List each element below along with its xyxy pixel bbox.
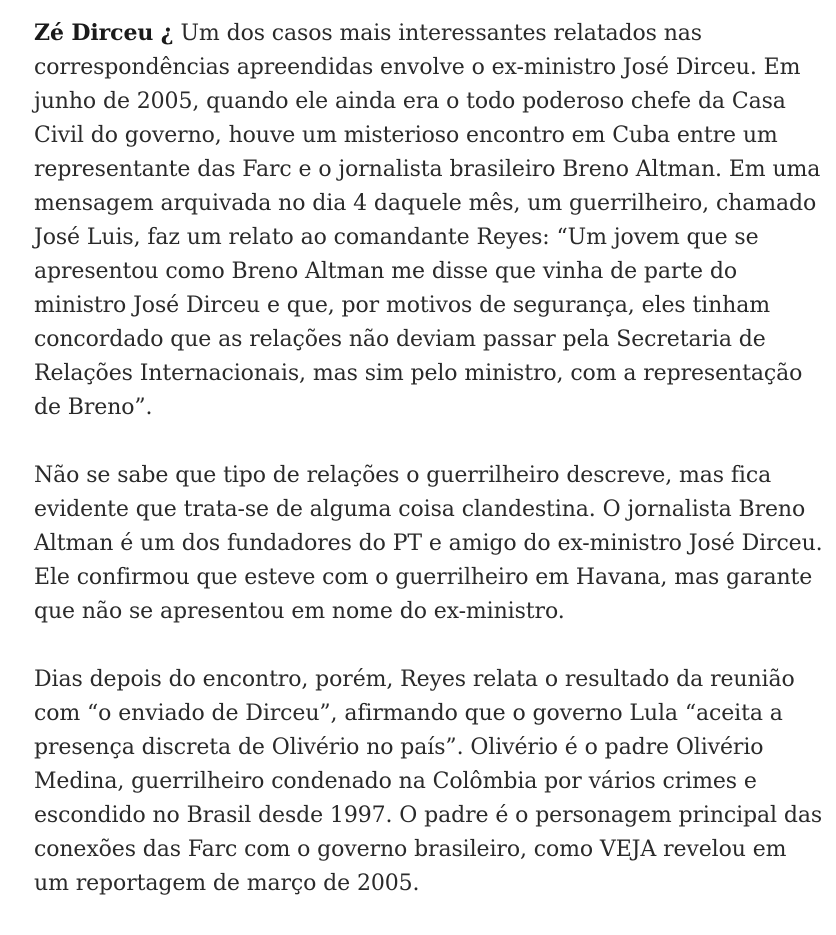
paragraph-text: Um dos casos mais interessantes relatados nas correspondências apreendidas envolve o ex-ministro José Dirceu. Em junho de 2005, quando ele ainda era o todo poderoso chefe da Casa Civil do governo, houve um misterioso encontro em Cuba entre um representante das Farc e o jornalista brasileiro Breno Altman. Em uma mensagem arquivada no dia 4 daquele mês, um guerrilheiro, chamado José Luis, faz um relato ao comandante Reyes: “Um jovem que se apresentou como Breno Altman me disse que vinha de parte do ministro José Dirceu e que, por motivos de segurança, eles tinham concordado que as relações não deviam passar pela Secretaria de Relações Internacionais, mas sim pelo ministro, com a representação de Breno”. [34,21,821,420]
article-body [34,16,824,935]
article-paragraph-1 [34,16,824,425]
article-paragraph-3 [34,663,824,901]
paragraph-text: Não se sabe que tipo de relações o guerrilheiro descreve, mas fica evidente que trata-se de alguma coisa clandestina. O jornalista Breno Altman é um dos fundadores do PT e amigo do ex-ministro José Dirceu. Ele confirmou que esteve com o guerrilheiro em Havana, mas garante que não se apresentou em nome do ex-ministro. [34,463,823,624]
article-paragraph-2 [34,459,824,629]
paragraph-text: Dias depois do encontro, porém, Reyes relata o resultado da reunião com “o enviado de Dirceu”, afirmando que o governo Lula “aceita a presença discreta de Olivério no país”. Olivério é o padre Olivério Medina, guerrilheiro condenado na Colômbia por vários crimes e escondido no Brasil desde 1997. O padre é o personagem principal das conexões das Farc com o governo brasileiro, como VEJA revelou em um reportagem de março de 2005. [34,667,823,896]
section-lead: Zé Dirceu ¿ [34,20,174,46]
